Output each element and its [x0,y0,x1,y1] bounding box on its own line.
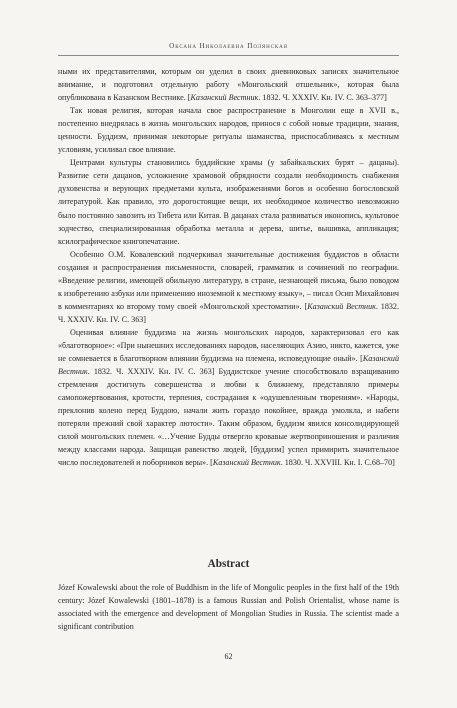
paragraph-4-text-b: . 1832. Ч. XXXIV. Кн. IV. С. 363] [58,301,399,324]
paragraph-5-text-a: Оценивая влияние буддизма на жизнь монгольских народов, характеризовал его как «благотворное»: «При нынешних исследованиях народов, населяющих Азию, никто, кажется, уже не сомневается в благотворном влиянии буддизма на племена, исповедующие оный». [ [58,327,399,364]
page-number: 62 [224,652,233,661]
paragraph-5 [58,326,399,470]
paragraph-4 [58,248,399,326]
paragraph-4-text-a: Особенно О.М. Ковалевский подчеркивал значительные достижения буддистов в области создания и распространения письменности, словарей, грамматик и сочинений по географии. «Введение религии, имеющей обильную литературу, в стране, незнающей письма, было поводом к изобретению азбуки или применению иноземной к местному языку», – писал Осип Михайлович в комментариях ко второму тому своей «Монгольской хрестоматии». [ [58,249,399,311]
header-rule [58,55,399,56]
source-citation: Казанский Вестник [307,301,376,311]
paragraph-3: Центрами культуры становились буддийские храмы (у забайкальских бурят – дацаны). Развитие сети дацанов, усложнение храмовой обрядности создали необходимость снабжения духовенства и верующих предметами культа, изображениями богов и особенно богословской литературой. Как правило, это дорогостоящие вещи, их необходимое количество невозможно было постоянно завозить из Тибета или Китая. В дацанах стала развиваться иконопись, культовое зодчество, специализированная обработка металла и дерева, шитье, вышивка, аппликация; ксилографическое книгопечатание. [58,158,399,246]
paragraph-2: Так новая религия, которая начала свое распространение в Монголии еще в XVII в., постепенно внедрялась в жизнь монгольских народов, принося с собой новые традиции, знания, ценности. Буддизм, принимая некоторые ритуалы шаманства, приспосабливаясь к местным условиям, усиливал свое влияние. [58,106,399,155]
paragraph-5-text-b: . 1832. Ч. XXXIV. Кн. IV. С. 363] Буддистское учение способствовало взращиванию стремления достигнуть совершенства и любви к ближнему, представляло примеры самопожертвования, кротости, терпения, сострадания к «одушевленным творениям». «Народы, преклонив колено перед Буддою, начали жить гораздо покойнее, вражда умолкла, и набеги потеряли прежний свой характер лютости». Таким образом, буддизм явился консолидирующей силой монгольских племен. «…Учение Будды отвергло кровавые жертвоприношения и различия между классами народа. Защищая равенство людей, [буддизм] успел примирить значительное число последователей и поборников веры». [ [58,367,399,468]
paragraph-1-text-b: . 1832. Ч. XXXIV. Кн. IV. С. 363–377] [258,93,387,103]
source-citation: Казанский Вестник [212,458,281,468]
paragraph-5-text-c: . 1830. Ч. XXVIII. Кн. I. С.68–70] [280,458,395,468]
paragraph-1-text-a: ными их представителями, которым он уделил в своих дневниковых записях значительное внимание, и подготовил отдельную работу «Монгольский отшельник», которая была опубликована в Казанском Вестнике. [ [58,67,399,103]
source-citation: Казанский Вестник [58,354,399,377]
running-head: Оксана Николаевна Полянская [169,42,288,50]
abstract-heading: Abstract [207,558,250,570]
source-citation: Казанский Вестник [190,93,259,103]
paragraph-1 [58,65,399,104]
abstract-paragraph: Józef Kowalewski about the role of Buddhism in the life of Mongolic peoples in the first half of the 19th century: Józef Kowalewski (1801–1878) is a famous Russian and Polish Orientalist, whose name is associated with the emergence and development of Mongolian Studies in Russia. The scientist made a significant contribution [58,583,399,632]
body-text [58,65,399,469]
abstract-body [58,581,399,633]
